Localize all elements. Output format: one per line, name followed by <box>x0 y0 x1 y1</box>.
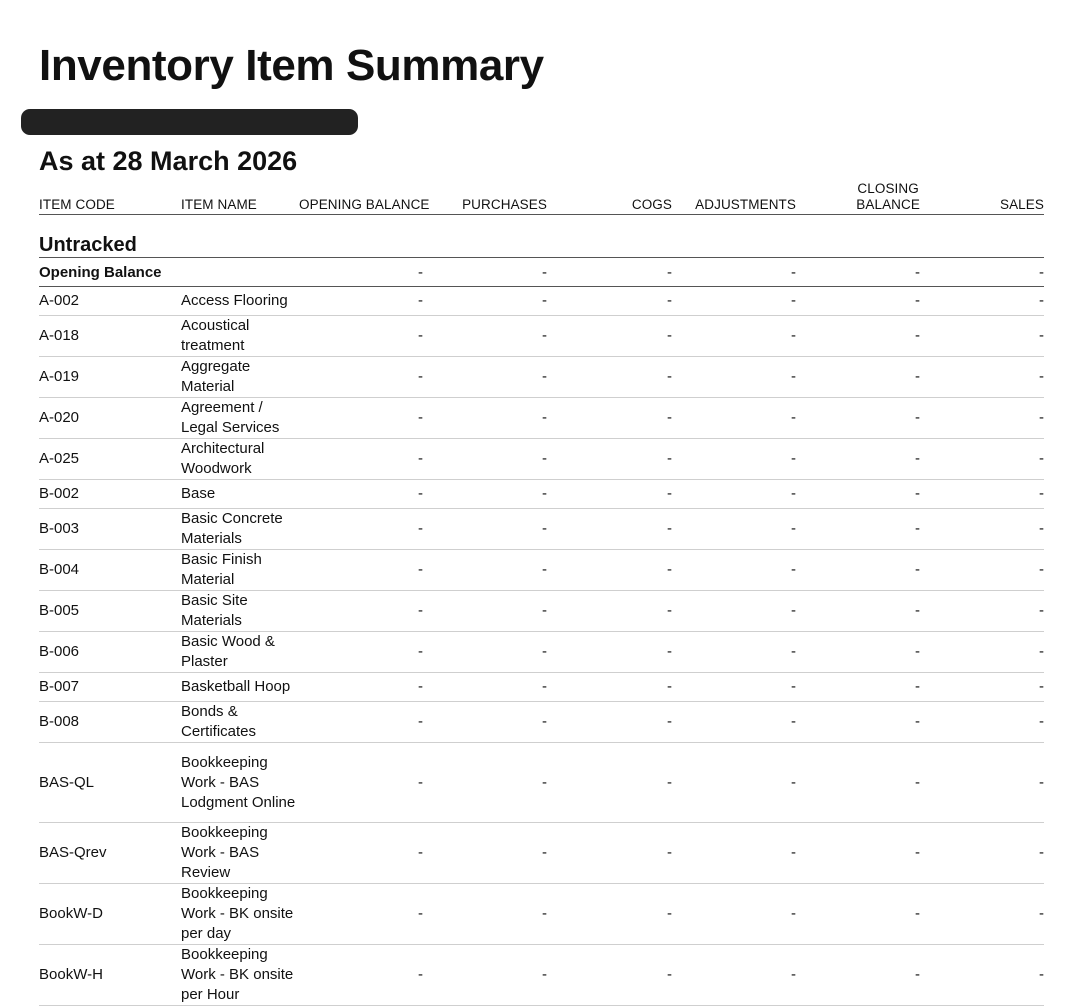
item-opening-balance-cell: - <box>299 480 423 509</box>
item-closing-balance-cell: - <box>796 591 920 632</box>
item-name-cell <box>181 480 299 509</box>
redaction-bar <box>21 109 358 135</box>
item-name-text: Acoustical treatment <box>181 317 250 354</box>
table-header <box>39 178 1044 215</box>
item-name-text: Basic Concrete Materials <box>181 510 283 547</box>
item-adjustments-cell: - <box>672 743 796 823</box>
item-opening-balance-cell: - <box>299 509 423 550</box>
item-purchases-cell: - <box>423 357 547 398</box>
opening-balance-opening: - <box>299 258 423 287</box>
item-name-text: Bookkeeping Work - BAS Lodgment Online <box>181 753 296 811</box>
item-sales-cell: - <box>920 316 1044 357</box>
item-code-cell: B-007 <box>39 673 181 702</box>
table-row <box>39 702 1044 743</box>
item-sales-cell: - <box>920 702 1044 743</box>
table-row <box>39 823 1044 884</box>
item-sales-cell: - <box>920 823 1044 884</box>
item-opening-balance-cell: - <box>299 439 423 480</box>
item-purchases-cell: - <box>423 743 547 823</box>
item-purchases-cell: - <box>423 945 547 1006</box>
item-closing-balance-cell: - <box>796 398 920 439</box>
item-opening-balance-cell: - <box>299 673 423 702</box>
item-closing-balance-cell: - <box>796 316 920 357</box>
opening-balance-purchases: - <box>423 258 547 287</box>
item-adjustments-cell: - <box>672 945 796 1006</box>
item-name-cell <box>181 439 299 480</box>
item-purchases-cell: - <box>423 884 547 945</box>
item-name-cell <box>181 398 299 439</box>
item-opening-balance-cell: - <box>299 398 423 439</box>
item-adjustments-cell: - <box>672 439 796 480</box>
item-code-cell: BookW-D <box>39 884 181 945</box>
report-title: Inventory Item Summary <box>39 41 544 90</box>
item-opening-balance-cell: - <box>299 702 423 743</box>
item-closing-balance-cell: - <box>796 509 920 550</box>
item-opening-balance-cell: - <box>299 945 423 1006</box>
item-name-cell <box>181 945 299 1006</box>
item-name-cell <box>181 316 299 357</box>
column-header-item-name: ITEM NAME <box>181 178 299 215</box>
item-adjustments-cell: - <box>672 702 796 743</box>
item-adjustments-cell: - <box>672 287 796 316</box>
item-purchases-cell: - <box>423 702 547 743</box>
section-heading-row <box>39 233 1044 258</box>
table-row <box>39 509 1044 550</box>
item-code-cell: A-020 <box>39 398 181 439</box>
item-opening-balance-cell: - <box>299 357 423 398</box>
item-name-cell <box>181 884 299 945</box>
item-name-cell <box>181 287 299 316</box>
item-sales-cell: - <box>920 439 1044 480</box>
item-adjustments-cell: - <box>672 398 796 439</box>
item-name-text: Bonds & Certificates <box>181 703 257 740</box>
item-sales-cell: - <box>920 480 1044 509</box>
opening-balance-adjustments: - <box>672 258 796 287</box>
item-sales-cell: - <box>920 287 1044 316</box>
item-purchases-cell: - <box>423 316 547 357</box>
item-closing-balance-cell: - <box>796 823 920 884</box>
item-purchases-cell: - <box>423 439 547 480</box>
table-row <box>39 480 1044 509</box>
item-purchases-cell: - <box>423 673 547 702</box>
item-code-cell: A-019 <box>39 357 181 398</box>
table-row <box>39 439 1044 480</box>
table-row <box>39 287 1044 316</box>
item-name-text: Basic Wood & Plaster <box>181 633 275 670</box>
item-opening-balance-cell: - <box>299 884 423 945</box>
item-adjustments-cell: - <box>672 509 796 550</box>
item-sales-cell: - <box>920 945 1044 1006</box>
item-name-cell <box>181 673 299 702</box>
item-cogs-cell: - <box>547 823 672 884</box>
table-row <box>39 591 1044 632</box>
item-opening-balance-cell: - <box>299 591 423 632</box>
item-closing-balance-cell: - <box>796 287 920 316</box>
item-purchases-cell: - <box>423 398 547 439</box>
item-opening-balance-cell: - <box>299 287 423 316</box>
item-code-cell: B-008 <box>39 702 181 743</box>
opening-balance-cogs: - <box>547 258 672 287</box>
item-name-cell <box>181 591 299 632</box>
item-cogs-cell: - <box>547 439 672 480</box>
item-sales-cell: - <box>920 632 1044 673</box>
column-header-cogs: COGS <box>547 178 672 215</box>
item-purchases-cell: - <box>423 591 547 632</box>
report-date: As at 28 March 2026 <box>39 146 298 176</box>
item-code-cell: BookW-H <box>39 945 181 1006</box>
item-sales-cell: - <box>920 550 1044 591</box>
item-cogs-cell: - <box>547 316 672 357</box>
item-name-cell <box>181 632 299 673</box>
item-closing-balance-cell: - <box>796 550 920 591</box>
item-code-cell: A-002 <box>39 287 181 316</box>
item-adjustments-cell: - <box>672 316 796 357</box>
header-spacer <box>39 215 1044 234</box>
item-adjustments-cell: - <box>672 550 796 591</box>
item-name-text: Aggregate Material <box>181 358 251 395</box>
item-code-cell: A-025 <box>39 439 181 480</box>
table-row <box>39 550 1044 591</box>
item-sales-cell: - <box>920 357 1044 398</box>
column-header-opening-balance: OPENING BALANCE <box>299 178 423 215</box>
item-closing-balance-cell: - <box>796 743 920 823</box>
item-name-text: Bookkeeping Work - BK onsite per Hour <box>181 946 294 1003</box>
item-purchases-cell: - <box>423 509 547 550</box>
item-opening-balance-cell: - <box>299 550 423 591</box>
column-header-closing-line1: CLOSING <box>857 181 919 196</box>
item-sales-cell: - <box>920 743 1044 823</box>
item-purchases-cell: - <box>423 823 547 884</box>
item-code-cell: B-002 <box>39 480 181 509</box>
item-cogs-cell: - <box>547 357 672 398</box>
item-name-text: Base <box>181 485 216 502</box>
item-adjustments-cell: - <box>672 480 796 509</box>
item-code-cell: B-006 <box>39 632 181 673</box>
item-name-text: Agreement / Legal Services <box>181 399 280 436</box>
opening-balance-row <box>39 258 1044 287</box>
item-cogs-cell: - <box>547 743 672 823</box>
item-purchases-cell: - <box>423 632 547 673</box>
item-cogs-cell: - <box>547 702 672 743</box>
opening-balance-label: Opening Balance <box>39 258 299 287</box>
item-adjustments-cell: - <box>672 632 796 673</box>
item-cogs-cell: - <box>547 480 672 509</box>
item-name-cell <box>181 823 299 884</box>
item-closing-balance-cell: - <box>796 945 920 1006</box>
table-row <box>39 398 1044 439</box>
item-closing-balance-cell: - <box>796 673 920 702</box>
item-sales-cell: - <box>920 884 1044 945</box>
item-cogs-cell: - <box>547 884 672 945</box>
table-row <box>39 673 1044 702</box>
item-cogs-cell: - <box>547 945 672 1006</box>
item-code-cell: B-004 <box>39 550 181 591</box>
item-cogs-cell: - <box>547 287 672 316</box>
column-header-item-code: ITEM CODE <box>39 178 181 215</box>
section-heading: Untracked <box>39 233 1044 258</box>
table-row <box>39 316 1044 357</box>
item-adjustments-cell: - <box>672 673 796 702</box>
table-row <box>39 632 1044 673</box>
item-name-cell <box>181 509 299 550</box>
item-opening-balance-cell: - <box>299 632 423 673</box>
item-cogs-cell: - <box>547 673 672 702</box>
item-sales-cell: - <box>920 591 1044 632</box>
item-name-cell <box>181 702 299 743</box>
column-header-sales: SALES <box>920 178 1044 215</box>
table-row <box>39 357 1044 398</box>
item-code-cell: B-003 <box>39 509 181 550</box>
item-name-text: Basic Finish Material <box>181 551 262 588</box>
opening-balance-sales: - <box>920 258 1044 287</box>
item-opening-balance-cell: - <box>299 316 423 357</box>
item-closing-balance-cell: - <box>796 702 920 743</box>
item-code-cell: BAS-QL <box>39 743 181 823</box>
item-purchases-cell: - <box>423 550 547 591</box>
table-row <box>39 884 1044 945</box>
item-adjustments-cell: - <box>672 357 796 398</box>
column-header-adjustments: ADJUSTMENTS <box>672 178 796 215</box>
item-cogs-cell: - <box>547 509 672 550</box>
item-closing-balance-cell: - <box>796 439 920 480</box>
item-name-text: Bookkeeping Work - BAS Review <box>181 824 268 881</box>
item-adjustments-cell: - <box>672 823 796 884</box>
item-purchases-cell: - <box>423 480 547 509</box>
item-closing-balance-cell: - <box>796 480 920 509</box>
item-cogs-cell: - <box>547 632 672 673</box>
inventory-table <box>39 178 1044 1006</box>
item-closing-balance-cell: - <box>796 884 920 945</box>
item-code-cell: BAS-Qrev <box>39 823 181 884</box>
item-closing-balance-cell: - <box>796 357 920 398</box>
opening-balance-closing: - <box>796 258 920 287</box>
item-sales-cell: - <box>920 398 1044 439</box>
item-cogs-cell: - <box>547 398 672 439</box>
item-name-text: Bookkeeping Work - BK onsite per day <box>181 885 294 942</box>
item-name-cell <box>181 743 299 823</box>
table-row <box>39 945 1044 1006</box>
item-cogs-cell: - <box>547 591 672 632</box>
item-purchases-cell: - <box>423 287 547 316</box>
item-sales-cell: - <box>920 673 1044 702</box>
item-name-cell <box>181 550 299 591</box>
item-name-text: Architectural Woodwork <box>181 440 265 477</box>
column-header-purchases: PURCHASES <box>423 178 547 215</box>
column-header-closing-line2: BALANCE <box>856 197 920 212</box>
table-body <box>39 215 1044 1006</box>
item-sales-cell: - <box>920 509 1044 550</box>
item-name-text: Access Flooring <box>181 292 288 309</box>
item-opening-balance-cell: - <box>299 823 423 884</box>
item-name-text: Basic Site Materials <box>181 592 248 629</box>
item-adjustments-cell: - <box>672 884 796 945</box>
item-name-cell <box>181 357 299 398</box>
item-closing-balance-cell: - <box>796 632 920 673</box>
item-opening-balance-cell: - <box>299 743 423 823</box>
item-adjustments-cell: - <box>672 591 796 632</box>
item-cogs-cell: - <box>547 550 672 591</box>
table-row <box>39 743 1044 823</box>
item-code-cell: A-018 <box>39 316 181 357</box>
column-header-closing-balance <box>796 178 920 215</box>
item-name-text: Basketball Hoop <box>181 678 291 695</box>
item-code-cell: B-005 <box>39 591 181 632</box>
